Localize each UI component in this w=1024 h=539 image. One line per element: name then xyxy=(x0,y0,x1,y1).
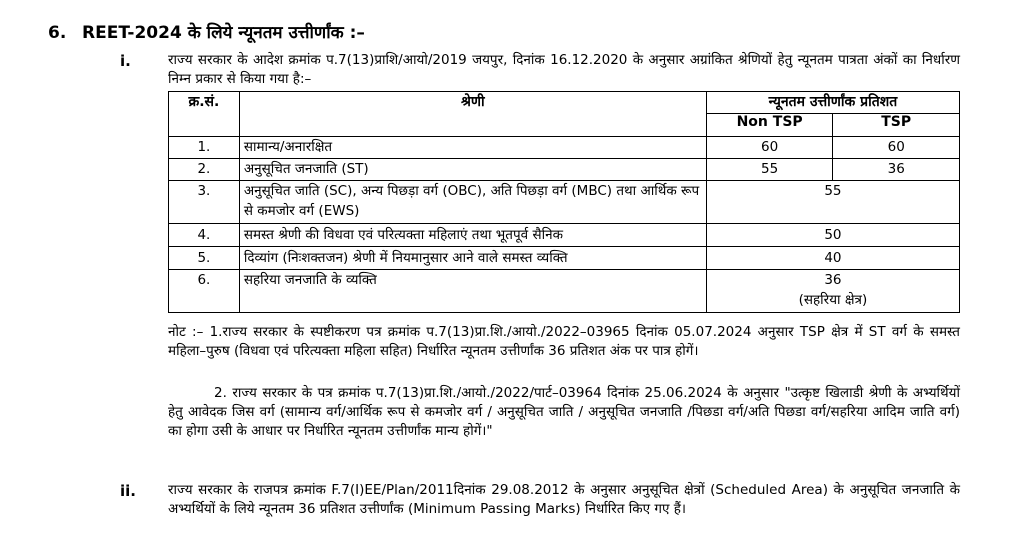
row-category: सहरिया जनजाति के व्यक्ति xyxy=(239,270,706,313)
note-1: नोट :– 1.राज्य सरकार के स्पष्टीकरण पत्र क्रमांक प.7(13)प्रा.शि./आयो./2022–03965 दिनांक 05.07.2024 अनुसार TSP क्षेत्र में ST वर्ग के समस्त महिला–पुरुष (विधवा एवं परित्यक्ता महिला सहित) निर्धारित न्यूनतम उत्तीर्णांक 36 प्रतिशत अंक पर पात्र होगें। xyxy=(168,324,960,359)
table-row xyxy=(169,247,960,270)
section-heading xyxy=(48,20,365,43)
section-number: 6. xyxy=(48,23,67,43)
row-value: 36 xyxy=(824,272,842,288)
table-row xyxy=(169,137,960,159)
table-row xyxy=(169,181,960,224)
row-value: 40 xyxy=(706,247,959,270)
header-sn: क्र.सं. xyxy=(169,92,240,137)
header-category: श्रेणी xyxy=(239,92,706,137)
header-non-tsp: Non TSP xyxy=(706,114,833,137)
row-tsp: 36 xyxy=(833,159,960,181)
row-value: 55 xyxy=(706,181,959,224)
row-non-tsp: 60 xyxy=(706,137,833,159)
table-row xyxy=(169,270,960,313)
item-ii-text: राज्य सरकार के राजपत्र क्रमांक F.7(I)EE/Plan/2011दिनांक 29.08.2012 के अनुसार अनुसूचित क्षेत्रों (Scheduled Area) के अनुसूचित जनजाति के अभ्यर्थियों के लिये न्यूनतम 36 प्रतिशत उत्तीर्णांक (Minimum Passing Marks) निर्धारित किए गए हैं। xyxy=(168,482,960,517)
item-ii-numeral: ii. xyxy=(120,482,136,500)
row-value-note: (सहरिया क्षेत्र) xyxy=(798,292,868,308)
row-category: दिव्यांग (निःशक्तजन) श्रेणी में नियमानुसार आने वाले समस्त व्यक्ति xyxy=(239,247,706,270)
row-value: 50 xyxy=(706,224,959,247)
section-title: REET-2024 के लिये न्यूनतम उत्तीर्णांक :– xyxy=(82,23,365,43)
row-non-tsp: 55 xyxy=(706,159,833,181)
row-tsp: 60 xyxy=(833,137,960,159)
row-sn: 4. xyxy=(169,224,240,247)
row-sn: 6. xyxy=(169,270,240,313)
row-sn: 2. xyxy=(169,159,240,181)
header-min-marks: न्यूनतम उत्तीर्णांक प्रतिशत xyxy=(706,92,959,114)
header-tsp: TSP xyxy=(833,114,960,137)
row-value-cell xyxy=(706,270,959,313)
table-row xyxy=(169,224,960,247)
row-category: अनुसूचित जनजाति (ST) xyxy=(239,159,706,181)
row-category: अनुसूचित जाति (SC), अन्य पिछड़ा वर्ग (OBC), अति पिछड़ा वर्ग (MBC) तथा आर्थिक रूप से कमजोर वर्ग (EWS) xyxy=(239,181,706,224)
row-sn: 5. xyxy=(169,247,240,270)
note-2: 2. राज्य सरकार के पत्र क्रमांक प.7(13)प्रा.शि./आयो./2022/पार्ट–03964 दिनांक 25.06.2024 के अनुसार "उत्कृष्ट खिलाडी श्रेणी के अभ्यर्थियों हेतु आवेदक जिस वर्ग (सामान्य वर्ग/आर्थिक रूप से कमजोर वर्ग / अनुसूचित जाति / अनुसूचित जनजाति /पिछडा वर्ग/अति पिछडा वर्ग/सहरिया आदिम जाति वर्ग) का होगा उसी के आधार पर निर्धारित न्यूनतम उत्तीर्णांक मान्य होगें।" xyxy=(168,385,960,439)
item-i-text: राज्य सरकार के आदेश क्रमांक प.7(13)प्राशि/आयो/2019 जयपुर, दिनांक 16.12.2020 के अनुसार अग्रांकित श्रेणियों हेतु न्यूनतम पात्रता अंकों का निर्धारण निम्न प्रकार से किया गया है:– xyxy=(168,52,960,87)
row-category: सामान्य/अनारक्षित xyxy=(239,137,706,159)
table-row xyxy=(169,159,960,181)
row-category: समस्त श्रेणी की विधवा एवं परित्यक्ता महिलाएं तथा भूतपूर्व सैनिक xyxy=(239,224,706,247)
minimum-marks-table xyxy=(168,91,960,313)
item-i-numeral: i. xyxy=(120,52,131,70)
row-sn: 3. xyxy=(169,181,240,224)
row-sn: 1. xyxy=(169,137,240,159)
